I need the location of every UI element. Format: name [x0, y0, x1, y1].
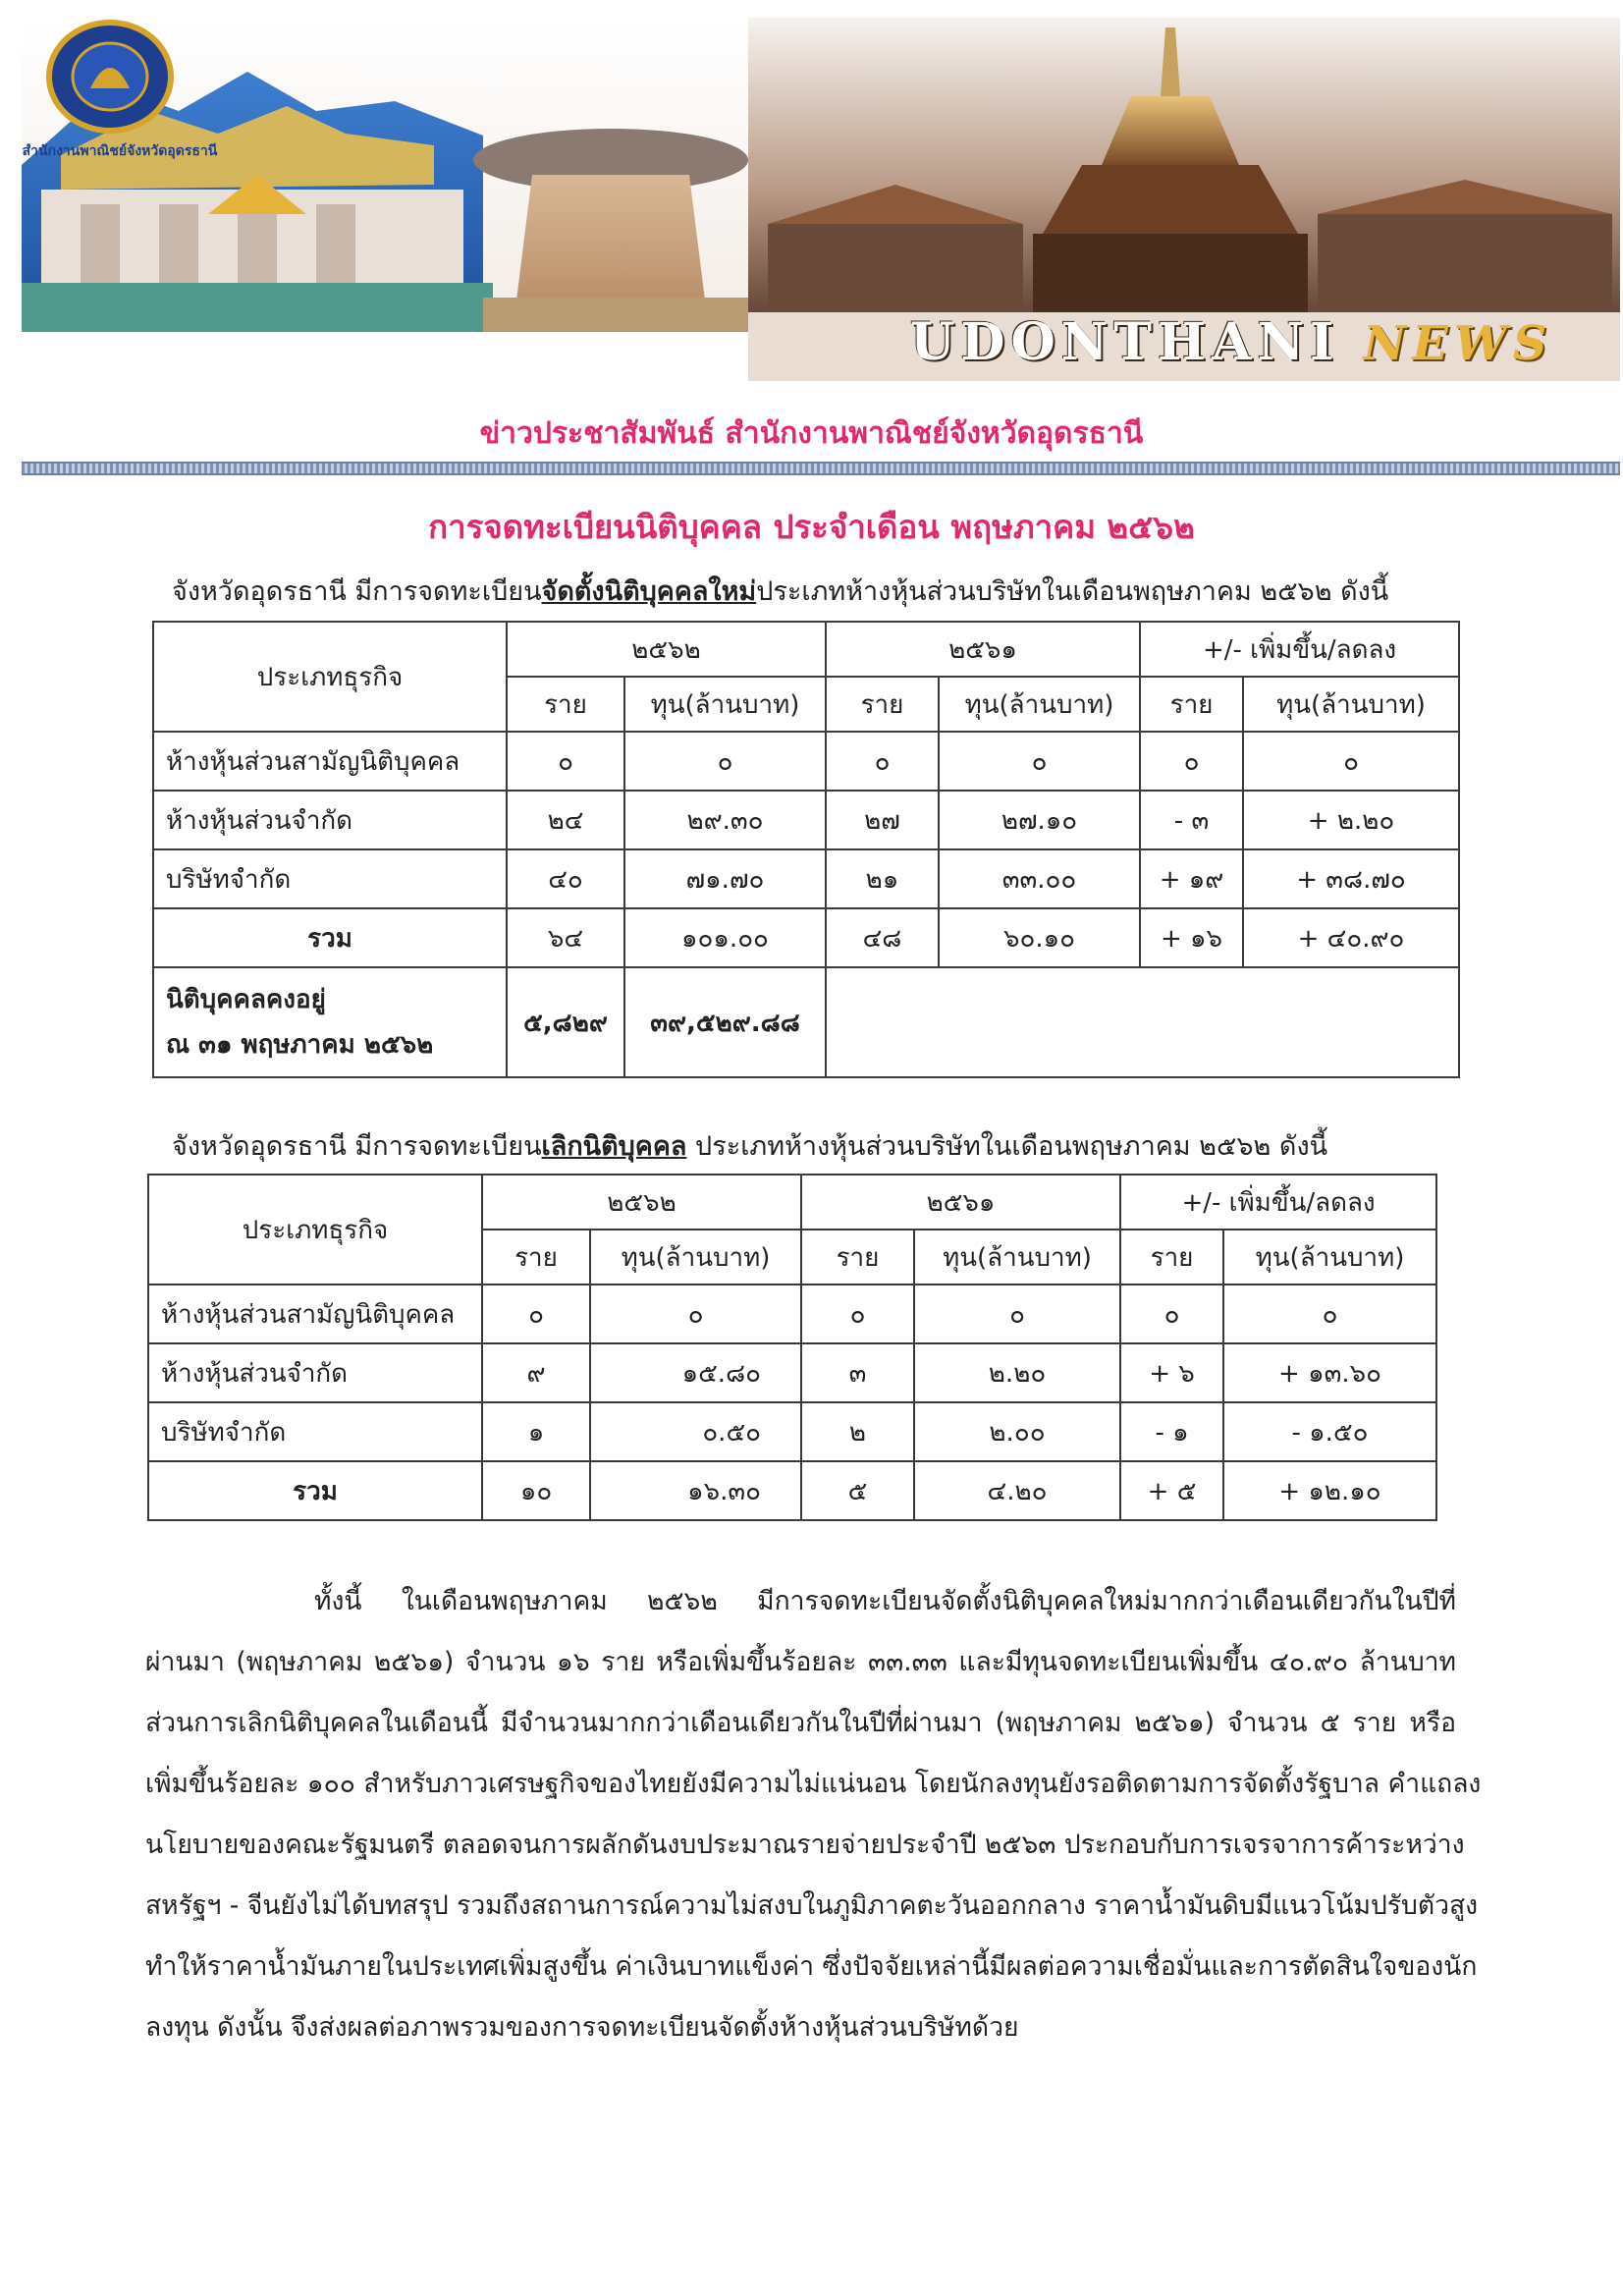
header-count: ราย [482, 1230, 590, 1285]
cell-count-2561: ๐ [801, 1285, 914, 1343]
table-header-row [153, 622, 1459, 677]
seal-caption: สำนักงานพาณิชย์จังหวัดอุดรธานี [22, 143, 218, 159]
cell-count-2562: ๐ [482, 1285, 590, 1343]
header-capital: ทุน(ล้านบาท) [1243, 677, 1459, 732]
cell-capital-2561: ๒.๒๐ [914, 1343, 1120, 1402]
cell-count-2562: ๑๐ [482, 1461, 590, 1520]
cell-count-2561: ๔๘ [826, 908, 939, 967]
header-capital: ทุน(ล้านบาท) [914, 1230, 1120, 1285]
new-registration-table [152, 621, 1460, 1078]
existing-empty-cell [826, 967, 1459, 1077]
cell-capital-change: ๐ [1243, 732, 1459, 791]
section2-intro-emphasis: เลิกนิติบุคคล [541, 1131, 687, 1162]
cell-count-2561: ๒๗ [826, 791, 939, 849]
cell-count-2562: ๐ [507, 732, 624, 791]
header-year-2561: ๒๕๖๑ [801, 1175, 1120, 1230]
table-header-row [148, 1175, 1436, 1230]
cell-capital-2562: ๑๕.๘๐ [590, 1343, 801, 1402]
existing-label-line1: นิติบุคคลคงอยู่ [166, 985, 326, 1014]
row-label: ห้างหุ้นส่วนสามัญนิติบุคคล [153, 732, 507, 791]
section1-intro-after: ประเภทห้างหุ้นส่วนบริษัทในเดือนพฤษภาคม ๒๕๖๒ ดังนี้ [756, 576, 1389, 607]
header-divider [22, 462, 1620, 475]
cell-count-change: - ๑ [1120, 1402, 1223, 1461]
document-title: การจดทะเบียนนิติบุคคล ประจำเดือน พฤษภาคม ๒๕๖๒ [428, 508, 1195, 546]
table-total-row [148, 1461, 1436, 1520]
row-label: บริษัทจำกัด [153, 849, 507, 908]
cell-capital-2561: ๓๓.๐๐ [939, 849, 1140, 908]
table-row [153, 791, 1459, 849]
cell-capital-2562: ๐.๕๐ [590, 1402, 801, 1461]
cell-count-2562: ๒๔ [507, 791, 624, 849]
header-count: ราย [1120, 1230, 1223, 1285]
cell-count-2562: ๑ [482, 1402, 590, 1461]
table-row [148, 1285, 1436, 1343]
cell-count-change: - ๓ [1140, 791, 1243, 849]
existing-label-line2: ณ ๓๑ พฤษภาคม ๒๕๖๒ [166, 1030, 434, 1060]
banner-title-news: NEWS [1363, 316, 1553, 371]
summary-line: ส่วนการเลิกนิติบุคคลในเดือนนี้ มีจำนวนมากกว่าเดือนเดียวกันในปีที่ผ่านมา (พฤษภาคม ๒๕๖๑) จำนวน ๕ ราย หรือ [145, 1708, 1456, 1738]
row-label: บริษัทจำกัด [148, 1402, 482, 1461]
cell-capital-2561: ๖๐.๑๐ [939, 908, 1140, 967]
cell-capital-2561: ๐ [939, 732, 1140, 791]
dissolution-table [147, 1174, 1437, 1521]
cell-capital-2561: ๒๗.๑๐ [939, 791, 1140, 849]
table-row [148, 1402, 1436, 1461]
header-year-2561: ๒๕๖๑ [826, 622, 1140, 677]
table-total-row [153, 908, 1459, 967]
cell-count-change: ๐ [1140, 732, 1243, 791]
table-row [148, 1343, 1436, 1402]
header-count: ราย [826, 677, 939, 732]
cell-capital-change: + ๔๐.๙๐ [1243, 908, 1459, 967]
header-count: ราย [1140, 677, 1243, 732]
cell-capital-2561: ๐ [914, 1285, 1120, 1343]
header-year-2562: ๒๕๖๒ [507, 622, 826, 677]
summary-line: ทั้งนี้ ในเดือนพฤษภาคม ๒๕๖๒ มีการจดทะเบียนจัดตั้งนิติบุคคลใหม่มากกว่าเดือนเดียวกันในปีที่ [314, 1586, 1456, 1616]
summary-line: ผ่านมา (พฤษภาคม ๒๕๖๑) จำนวน ๑๖ ราย หรือเพิ่มขึ้นร้อยละ ๓๓.๓๓ และมีทุนจดทะเบียนเพิ่มขึ้น ๔๐.๙๐ ล้านบาท [145, 1647, 1456, 1677]
section1-intro [172, 570, 1388, 612]
cell-capital-2562: ๐ [624, 732, 826, 791]
section2-intro-after: ประเภทห้างหุ้นส่วนบริษัทในเดือนพฤษภาคม ๒๕๖๒ ดังนี้ [686, 1131, 1328, 1162]
summary-line: เพิ่มขึ้นร้อยละ ๑๐๐ สำหรับภาวเศรษฐกิจของไทยยังมีความไม่แน่นอน โดยนักลงทุนยังรอติดตามการจัดตั้งรัฐบาล คำแถลง [145, 1769, 1482, 1799]
cell-count-2561: ๒๑ [826, 849, 939, 908]
row-label-total: รวม [148, 1461, 482, 1520]
cell-count-2561: ๕ [801, 1461, 914, 1520]
cell-count-change: + ๕ [1120, 1461, 1223, 1520]
cell-capital-change: + ๑๒.๑๐ [1223, 1461, 1436, 1520]
header-change: +/- เพิ่มขึ้น/ลดลง [1140, 622, 1459, 677]
section1-intro-emphasis: จัดตั้งนิติบุคคลใหม่ [541, 576, 757, 607]
row-label: ห้างหุ้นส่วนสามัญนิติบุคคล [148, 1285, 482, 1343]
summary-line: ทำให้ราคาน้ำมันภายในประเทศเพิ่มสูงขึ้น ค่าเงินบาทแข็งค่า ซึ่งปัจจัยเหล่านี้มีผลต่อความเชื่อมั่นและการตัดสินใจของนัก [145, 1951, 1478, 1982]
summary-line: นโยบายของคณะรัฐมนตรี ตลอดจนการผลักดันงบประมาณรายจ่ายประจำปี ๒๕๖๓ ประกอบกับการเจรจาการค้าระหว่าง [145, 1830, 1465, 1860]
header-year-2562: ๒๕๖๒ [482, 1175, 801, 1230]
section2-intro-before: จังหวัดอุดรธานี มีการจดทะเบียน [172, 1131, 542, 1162]
existing-label [153, 967, 507, 1077]
summary-line: ลงทุน ดังนั้น จึงส่งผลต่อภาพรวมของการจดทะเบียนจัดตั้งห้างหุ้นส่วนบริษัทด้วย [145, 2012, 1019, 2043]
cell-capital-change: + ๑๓.๖๐ [1223, 1343, 1436, 1402]
cell-capital-change: - ๑.๕๐ [1223, 1402, 1436, 1461]
office-subheader: ข่าวประชาสัมพันธ์ สำนักงานพาณิชย์จังหวัดอุดรธานี [479, 416, 1144, 451]
header-change: +/- เพิ่มขึ้น/ลดลง [1120, 1175, 1436, 1230]
cell-capital-2561: ๔.๒๐ [914, 1461, 1120, 1520]
banner-title-main: UDONTHANI [910, 312, 1340, 372]
cell-count-change: ๐ [1120, 1285, 1223, 1343]
existing-capital: ๓๙,๕๒๙.๘๘ [624, 967, 826, 1077]
cell-count-2562: ๔๐ [507, 849, 624, 908]
table-row [153, 849, 1459, 908]
cell-count-change: + ๖ [1120, 1343, 1223, 1402]
cell-count-2561: ๓ [801, 1343, 914, 1402]
header-capital: ทุน(ล้านบาท) [624, 677, 826, 732]
row-label: ห้างหุ้นส่วนจำกัด [153, 791, 507, 849]
existing-count: ๕,๘๒๙ [507, 967, 624, 1077]
banner-title [910, 312, 1552, 372]
header-count: ราย [507, 677, 624, 732]
row-label: ห้างหุ้นส่วนจำกัด [148, 1343, 482, 1402]
table-row [153, 732, 1459, 791]
cell-count-2562: ๙ [482, 1343, 590, 1402]
cell-count-2561: ๒ [801, 1402, 914, 1461]
cell-capital-2562: ๒๙.๓๐ [624, 791, 826, 849]
cell-capital-change: ๐ [1223, 1285, 1436, 1343]
cell-capital-2562: ๗๑.๗๐ [624, 849, 826, 908]
cell-capital-2562: ๑๖.๓๐ [590, 1461, 801, 1520]
header-capital: ทุน(ล้านบาท) [939, 677, 1140, 732]
cell-capital-2562: ๐ [590, 1285, 801, 1343]
section2-intro [172, 1124, 1327, 1167]
summary-line: สหรัฐฯ - จีนยังไม่ได้บทสรุป รวมถึงสถานการณ์ความไม่สงบในภูมิภาคตะวันออกกลาง ราคาน้ำมันดิบมีแนวโน้มปรับตัวสูง [145, 1890, 1479, 1921]
cell-capital-change: + ๒.๒๐ [1243, 791, 1459, 849]
header-count: ราย [801, 1230, 914, 1285]
ministry-seal-logo [22, 18, 223, 175]
cell-capital-change: + ๓๘.๗๐ [1243, 849, 1459, 908]
header-capital: ทุน(ล้านบาท) [1223, 1230, 1436, 1285]
cell-count-change: + ๑๙ [1140, 849, 1243, 908]
cell-capital-2562: ๑๐๑.๐๐ [624, 908, 826, 967]
cell-count-change: + ๑๖ [1140, 908, 1243, 967]
header-capital: ทุน(ล้านบาท) [590, 1230, 801, 1285]
cell-count-2562: ๖๔ [507, 908, 624, 967]
row-label-total: รวม [153, 908, 507, 967]
summary-paragraph [145, 1571, 1482, 2058]
header-category: ประเภทธุรกิจ [148, 1175, 482, 1285]
cell-capital-2561: ๒.๐๐ [914, 1402, 1120, 1461]
cell-count-2561: ๐ [826, 732, 939, 791]
existing-entities-row [153, 967, 1459, 1077]
header-banner [22, 18, 1620, 381]
header-category: ประเภทธุรกิจ [153, 622, 507, 732]
section1-intro-before: จังหวัดอุดรธานี มีการจดทะเบียน [172, 576, 542, 607]
